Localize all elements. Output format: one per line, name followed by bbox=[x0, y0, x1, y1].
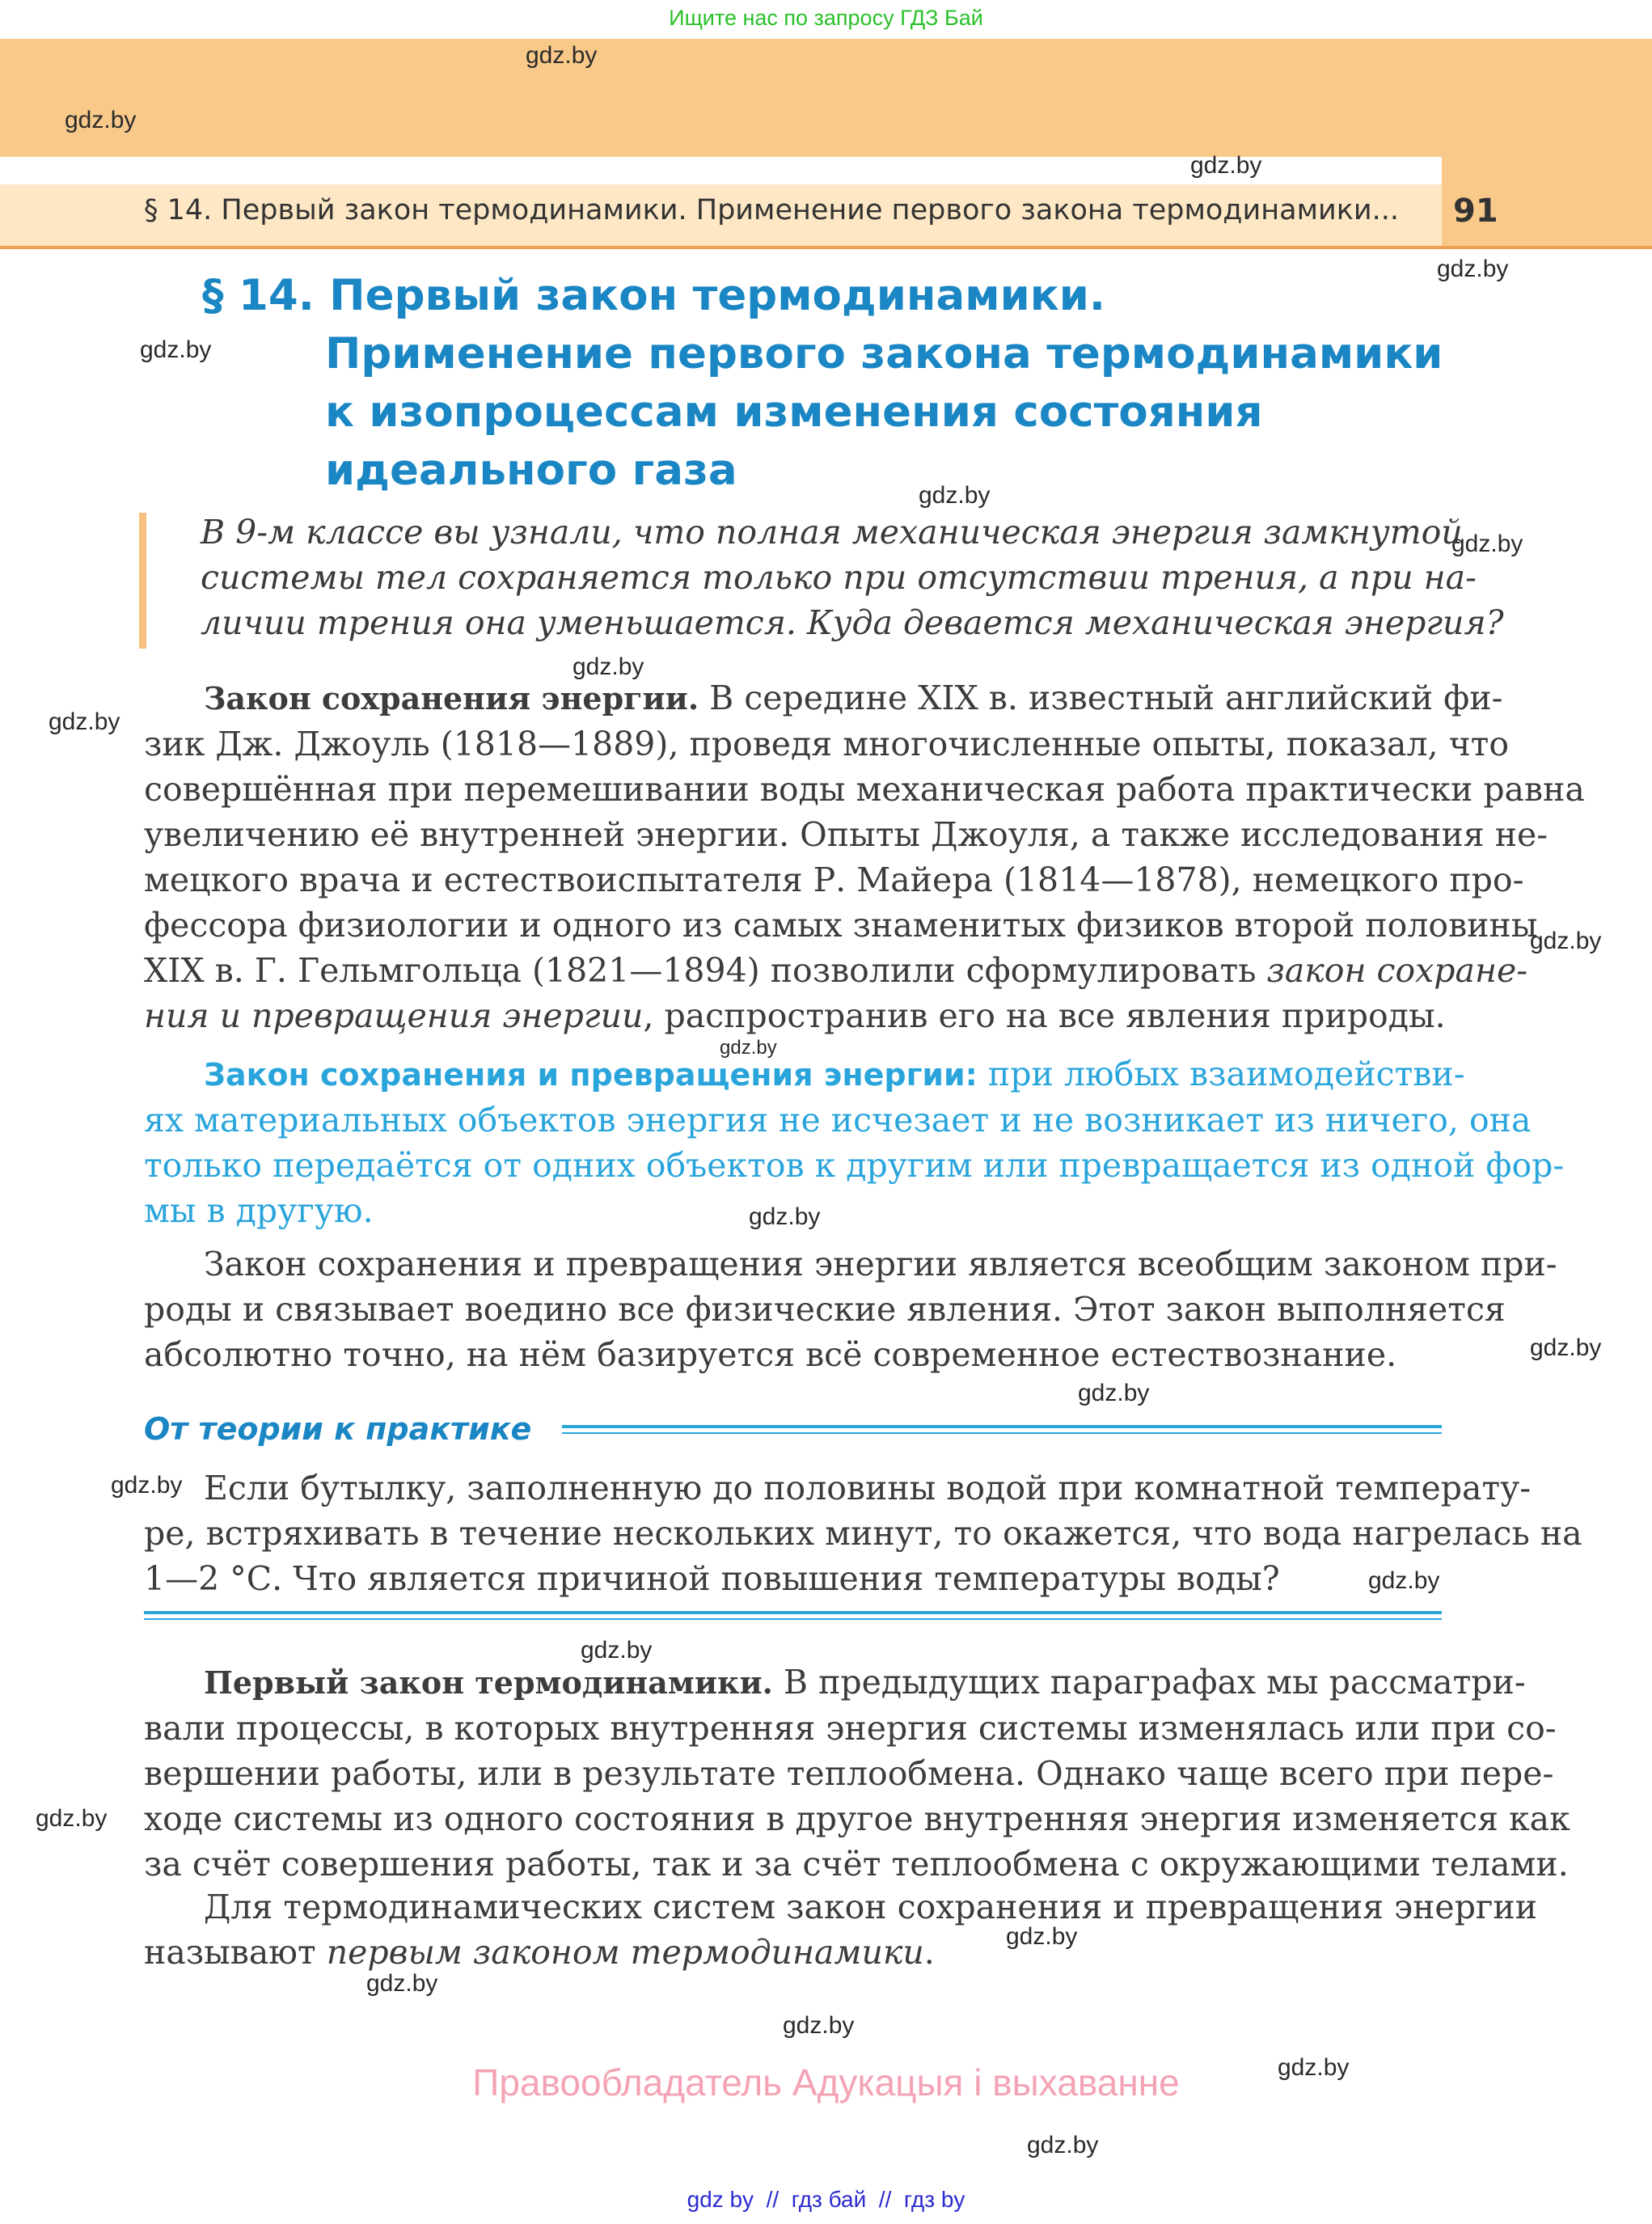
heading-line: идеального газа bbox=[325, 446, 737, 495]
first-law-naming-paragraph bbox=[144, 1884, 1538, 1975]
para-line: ходе системы из одного состояния в другое внутренняя энергия изменяется как bbox=[144, 1799, 1570, 1838]
watermark: gdz.by bbox=[111, 1472, 183, 1499]
practice-rule bbox=[562, 1425, 1442, 1428]
heading-line: § 14. Первый закон термодинамики. bbox=[202, 271, 1105, 320]
para-line: зик Дж. Джоуль (1818—1889), проведя многочисленные опыты, показал, что bbox=[144, 725, 1510, 763]
para-line bbox=[144, 993, 1446, 1038]
intro-accent-bar bbox=[139, 513, 146, 649]
first-law-lead: Первый закон термодинамики. bbox=[204, 1664, 773, 1701]
watermark: gdz.by bbox=[919, 482, 991, 509]
watermark: gdz.by bbox=[65, 107, 137, 133]
watermark: gdz.by bbox=[749, 1203, 821, 1230]
practice-rule bbox=[562, 1432, 1442, 1434]
practice-text bbox=[144, 1465, 1582, 1601]
watermark: gdz.by bbox=[36, 1805, 108, 1832]
para-line: мецкого врача и естествоиспытателя Р. Майера (1814—1878), немецкого про- bbox=[144, 860, 1524, 899]
text: , распространив его на все явления природы. bbox=[643, 996, 1446, 1035]
energy-law-lead: Закон сохранения энергии. bbox=[204, 680, 699, 717]
para-line bbox=[144, 675, 1503, 721]
text: называют bbox=[144, 1933, 327, 1972]
watermark: gdz.by bbox=[366, 1970, 438, 1997]
para-line: вершении работы, или в результате теплообмена. Однако чаще всего при пере- bbox=[144, 1754, 1554, 1793]
intro-line: В 9-м классе вы узнали, что полная механическая энергия замкнутой bbox=[201, 513, 1463, 552]
para-line bbox=[144, 1051, 1465, 1097]
running-head: § 14. Первый закон термодинамики. Применение первого закона термодинамики... bbox=[144, 194, 1399, 226]
watermark: gdz.by bbox=[1368, 1567, 1440, 1594]
para-line: за счёт совершения работы, так и за счёт теплообмена с окружающими телами. bbox=[144, 1845, 1569, 1884]
heading-line: Применение первого закона термодинамики bbox=[325, 329, 1443, 378]
watermark: gdz.by bbox=[140, 336, 212, 363]
watermark: gdz.by bbox=[526, 42, 598, 69]
page-number: 91 bbox=[1453, 192, 1498, 230]
watermark: gdz.by bbox=[49, 708, 120, 735]
watermark: gdz.by bbox=[1437, 256, 1509, 282]
intro-line: системы тел сохраняется только при отсутствии трения, а при на- bbox=[201, 558, 1477, 597]
term-italic: первым законом термодинамики bbox=[326, 1933, 924, 1972]
para-line: Если бутылку, заполненную до половины водой при комнатной температу- bbox=[204, 1469, 1532, 1507]
watermark: gdz.by bbox=[1190, 152, 1262, 179]
para-line: роды и связывает воедино все физические явления. Этот закон выполняется bbox=[144, 1290, 1506, 1329]
para-line bbox=[144, 1930, 1442, 1975]
para-line: фессора физиологии и одного из самых знаменитых физиков второй половины bbox=[144, 906, 1538, 945]
term-italic: ния и превращения энергии bbox=[144, 996, 644, 1035]
footer-links[interactable]: gdz by // гдз бай // гдз by bbox=[687, 2187, 965, 2212]
para-line: увеличению её внутренней энергии. Опыты Джоуля, а также исследования не- bbox=[144, 815, 1548, 854]
text: XIX в. Г. Гельмгольца (1821—1894) позволили сформулировать bbox=[144, 951, 1267, 990]
watermark: gdz.by bbox=[1451, 531, 1523, 557]
para-line: ях материальных объектов энергия не исчезает и не возникает из ничего, она bbox=[144, 1101, 1532, 1139]
term-italic: закон сохране- bbox=[1266, 951, 1528, 990]
para-line: Для термодинамических систем закон сохранения и превращения энергии bbox=[204, 1888, 1538, 1926]
watermark: gdz.by bbox=[572, 653, 644, 680]
text: . bbox=[923, 1933, 935, 1972]
watermark: gdz.by bbox=[1530, 1334, 1602, 1361]
watermark: gdz.by bbox=[1278, 2054, 1350, 2081]
heading-line: к изопроцессам изменения состояния bbox=[325, 387, 1263, 437]
text: при любых взаимодействи- bbox=[977, 1055, 1465, 1093]
para-line: только передаётся от одних объектов к другим или превращается из одной фор- bbox=[144, 1146, 1565, 1185]
practice-title: От теории к практике bbox=[144, 1411, 532, 1447]
watermark: gdz.by bbox=[581, 1637, 653, 1664]
watermark: gdz.by bbox=[1027, 2132, 1099, 2158]
para-line: вали процессы, в которых внутренняя энергия системы изменялась или при со- bbox=[144, 1709, 1557, 1748]
first-law-paragraph bbox=[144, 1660, 1570, 1887]
para-line: абсолютно точно, на нём базируется всё современное естествознание. bbox=[144, 1335, 1397, 1374]
watermark: gdz.by bbox=[1006, 1923, 1078, 1950]
watermark: gdz.by bbox=[1530, 928, 1602, 954]
header-rule bbox=[0, 246, 1652, 249]
intro-line: личии трения она уменьшается. Куда девается механическая энергия? bbox=[201, 603, 1504, 642]
watermark: gdz.by bbox=[783, 2012, 855, 2039]
watermark: gdz.by bbox=[720, 1037, 777, 1059]
search-banner[interactable]: Ищите нас по запросу ГДЗ Бай bbox=[669, 6, 983, 30]
practice-rule bbox=[144, 1611, 1442, 1614]
header-band bbox=[0, 39, 1442, 157]
para-line bbox=[144, 948, 1528, 993]
section-heading bbox=[202, 267, 1443, 500]
para-line: Закон сохранения и превращения энергии является всеобщим законом при- bbox=[204, 1245, 1557, 1283]
text: В предыдущих параграфах мы рассматри- bbox=[772, 1663, 1526, 1702]
copyright-notice: Правообладатель Адукацыя і выхаванне bbox=[472, 2061, 1180, 2103]
universal-law-paragraph bbox=[144, 1241, 1557, 1377]
para-line: 1—2 °С. Что является причиной повышения температуры воды? bbox=[144, 1559, 1280, 1598]
practice-rule bbox=[144, 1618, 1442, 1620]
text: В середине XIX в. известный английский фи- bbox=[699, 679, 1503, 717]
watermark: gdz.by bbox=[1078, 1380, 1150, 1406]
para-line bbox=[144, 1660, 1526, 1706]
law-definition bbox=[144, 1051, 1565, 1233]
para-line: ре, встряхивать в течение нескольких минут, то окажется, что вода нагрелась на bbox=[144, 1514, 1582, 1553]
para-line: мы в другую. bbox=[144, 1191, 374, 1230]
definition-lead: Закон сохранения и превращения энергии: bbox=[204, 1057, 978, 1093]
para-line: совершённая при перемешивании воды механическая работа практически равна bbox=[144, 770, 1585, 809]
